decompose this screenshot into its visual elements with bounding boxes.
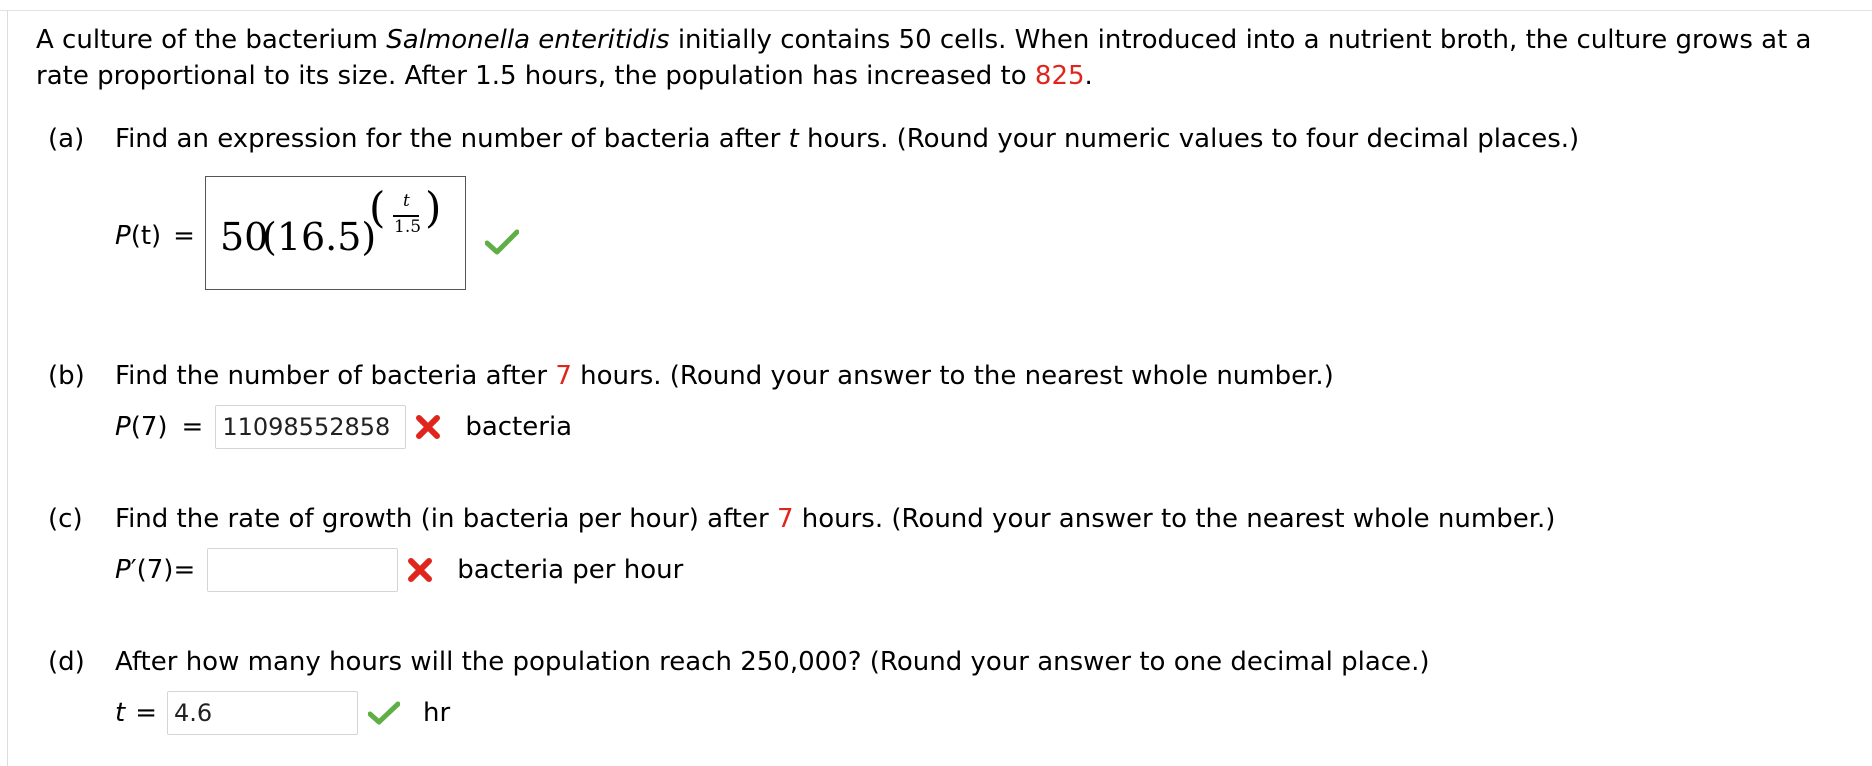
part-c-text-2: hours. (Round your answer to the nearest whole number.) [793, 504, 1556, 534]
part-b-value: 7 [555, 361, 572, 391]
part-a-exp-close-paren: ) [425, 183, 442, 232]
part-c-prime: ′ [130, 555, 137, 585]
part-a-lhs [115, 218, 195, 254]
part-c-label: (c) [48, 504, 83, 534]
part-a-var: t [788, 124, 799, 154]
part-d-label: (d) [48, 647, 85, 677]
part-d-answer-input[interactable] [167, 691, 358, 735]
part-b-answer-row [115, 405, 572, 449]
highlight-value: 825 [1034, 61, 1085, 91]
part-b-text-1: Find the number of bacteria after [115, 361, 556, 391]
part-a-coef: 50 [220, 215, 269, 259]
part-c-equals: = [173, 555, 196, 585]
incorrect-x-icon [406, 556, 434, 584]
part-d-text: After how many hours will the population reach 250,000? (Round your answer to one decimal place.) [115, 647, 1430, 677]
part-b-unit: bacteria [465, 412, 573, 442]
top-divider [0, 0, 1872, 11]
part-d-var: t [115, 698, 126, 728]
part-a-label: (a) [48, 124, 85, 154]
correct-check-icon [485, 228, 519, 256]
incorrect-x-icon [414, 413, 442, 441]
part-c-arg: (7) [136, 555, 174, 585]
part-b-answer-input[interactable] [215, 405, 406, 449]
intro-text-2: initially contains 50 cells. When introduced into a nutrient broth, the culture grows at a rate proportional to its size. After 1.5 hours, the population has increased to [36, 25, 1812, 91]
organism-name: Salmonella enteritidis [386, 25, 670, 55]
part-b-equals: = [181, 412, 204, 442]
part-a-text-1: Find an expression for the number of bacteria after [115, 124, 789, 154]
part-c-text-1: Find the rate of growth (in bacteria per hour) after [115, 504, 777, 534]
part-d-question [48, 644, 1430, 680]
part-d-equals: = [135, 698, 157, 728]
part-a-answer-box[interactable] [205, 176, 466, 290]
part-c-value: 7 [776, 504, 794, 534]
part-a-arg: (t) [130, 221, 162, 251]
part-a-question [48, 121, 1579, 157]
left-divider [7, 10, 8, 766]
part-d-unit: hr [423, 698, 451, 728]
part-b-text-2: hours. (Round your answer to the nearest whole number.) [571, 361, 1334, 391]
part-a-base: (16.5) [262, 215, 377, 259]
part-a-text-2: hours. (Round your numeric values to four decimal places.) [798, 124, 1580, 154]
intro-text-3: . [1084, 61, 1093, 91]
part-c-question [48, 501, 1555, 537]
part-b-func: P [115, 412, 131, 442]
part-a-exp-numerator: t [403, 191, 410, 211]
part-c-answer-row [115, 548, 683, 592]
part-a-exp-open-paren: ( [369, 183, 386, 232]
intro-text-1: A culture of the bacterium [36, 25, 387, 55]
part-b-question [48, 358, 1334, 394]
part-c-answer-input[interactable] [207, 548, 398, 592]
part-a-func: P [115, 221, 131, 251]
part-a-equals: = [173, 221, 195, 251]
part-d-answer-row [115, 691, 450, 735]
part-b-label: (b) [48, 361, 85, 391]
correct-check-icon [368, 700, 400, 726]
part-a-exp-denominator: 1.5 [394, 217, 422, 237]
part-c-func: P [115, 555, 131, 585]
part-b-arg: (7) [130, 412, 168, 442]
part-c-unit: bacteria per hour [457, 555, 684, 585]
problem-statement [36, 22, 1846, 94]
